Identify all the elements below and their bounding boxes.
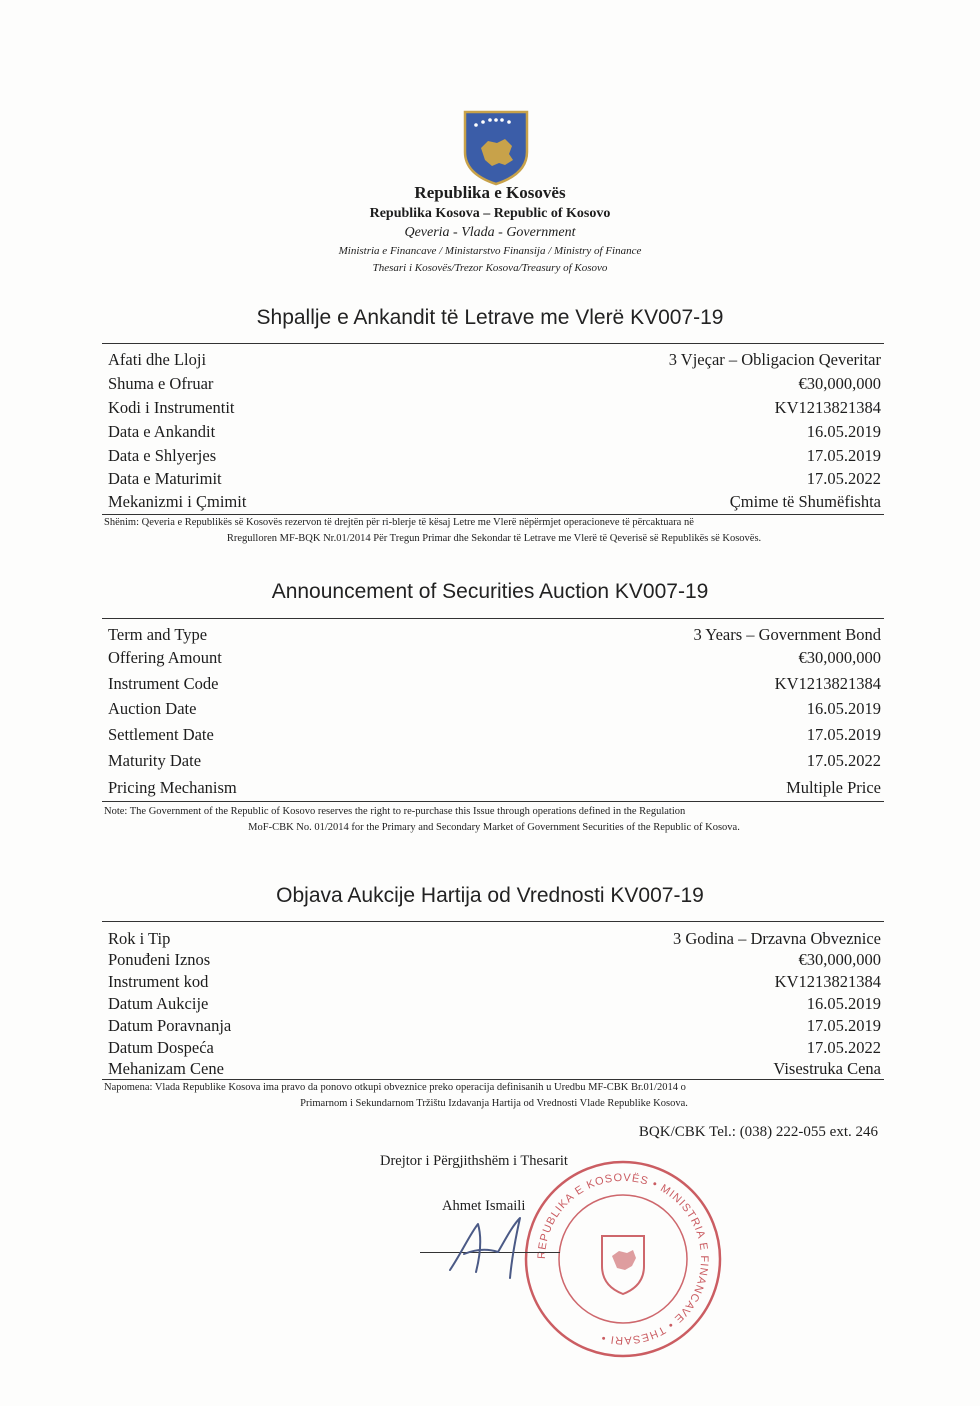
- row-value: KV1213821384: [774, 972, 881, 991]
- table-row: [108, 446, 881, 470]
- section-title-english: Announcement of Securities Auction KV007-19: [271, 580, 709, 603]
- row-label: Instrument kod: [108, 972, 209, 991]
- table-row: [108, 374, 881, 398]
- row-value: KV1213821384: [774, 398, 881, 417]
- note-line: Napomena: Vlada Republike Kosova ima pravo da ponovo otkupi obveznice preko operacija definisanih u Uredbu MF-CBK Br.01/2014 o: [104, 1082, 686, 1093]
- row-value: KV1213821384: [774, 674, 881, 693]
- note-line: Note: The Government of the Republic of Kosovo reserves the right to re-purchase this Issue through operations defined in the Regulation: [104, 806, 686, 817]
- header-government: Qeveria - Vlada - Government: [404, 225, 576, 240]
- signatory-name: Ahmet Ismaili: [442, 1198, 526, 1214]
- row-value: 16.05.2019: [806, 422, 881, 441]
- row-value: €30,000,000: [798, 374, 881, 393]
- row-value: 3 Years – Government Bond: [693, 625, 881, 644]
- table-row: [108, 350, 881, 374]
- section-note-english: [104, 804, 884, 836]
- header-republic: Republika e Kosovës: [414, 183, 566, 202]
- row-label: Afati dhe Lloji: [108, 350, 207, 369]
- handwritten-signature-icon: [440, 1212, 550, 1284]
- row-label: Offering Amount: [108, 648, 222, 667]
- table-row: [108, 422, 881, 446]
- table-row: [108, 994, 881, 1018]
- row-value: 16.05.2019: [806, 699, 881, 718]
- note-line: Rregulloren MF-BQK Nr.01/2014 Për Tregun Primar dhe Sekondar të Letrave me Vlerë të Qeverisë së Republikës së Kosovës.: [226, 533, 762, 544]
- row-value: Çmime të Shumëfishta: [729, 492, 881, 511]
- note-line: MoF-CBK No. 01/2014 for the Primary and Secondary Market of Government Securities of the Republic of Kosova.: [248, 822, 740, 833]
- header-republic-translations: Republika Kosova – Republic of Kosovo: [369, 206, 611, 221]
- note-line: Shënim: Qeveria e Republikës së Kosovës rezervon të drejtën për ri-blerje të kësaj Letre me Vlerë nëpërmjet operacioneve të përcaktuara në: [104, 517, 694, 528]
- row-label: Data e Shlyerjes: [108, 446, 217, 465]
- row-label: Term and Type: [108, 625, 208, 644]
- table-row: [108, 469, 881, 493]
- row-value: €30,000,000: [798, 950, 881, 969]
- table-row: [108, 648, 881, 672]
- signatory-title: Drejtor i Përgjithshëm i Thesarit: [380, 1153, 568, 1169]
- table-row: [108, 398, 881, 422]
- row-value: Multiple Price: [786, 778, 881, 797]
- section-divider: [102, 343, 884, 344]
- kosovo-emblem-icon: [461, 108, 531, 186]
- row-label: Datum Aukcije: [108, 994, 209, 1013]
- row-value: €30,000,000: [798, 648, 881, 667]
- note-line: Primarnom i Sekundarnom Tržištu Izdavanja Hartija od Vrednosti Vlade Republike Kosova.: [300, 1098, 688, 1109]
- section-title-albanian: Shpallje e Ankandit të Letrave me Vlerë KV007-19: [256, 306, 724, 329]
- row-label: Datum Poravnanja: [108, 1016, 232, 1035]
- row-label: Mehanizam Cene: [108, 1059, 224, 1078]
- row-label: Rok i Tip: [108, 929, 171, 948]
- row-label: Settlement Date: [108, 725, 214, 744]
- header-ministry: Ministria e Financave / Ministarstvo Finansija / Ministry of Finance: [338, 245, 642, 257]
- row-value: 17.05.2022: [806, 1038, 881, 1057]
- table-row: [108, 699, 881, 723]
- row-label: Shuma e Ofruar: [108, 374, 214, 393]
- row-value: 17.05.2019: [806, 446, 881, 465]
- table-row: [108, 778, 881, 802]
- row-value: 3 Vjeçar – Obligacion Qeveritar: [668, 350, 881, 369]
- row-value: 16.05.2019: [806, 994, 881, 1013]
- row-label: Mekanizmi i Çmimit: [108, 492, 247, 511]
- row-value: 17.05.2022: [806, 751, 881, 770]
- section-divider: [102, 921, 884, 922]
- section-note-serbian: [104, 1080, 884, 1112]
- row-value: 17.05.2019: [806, 725, 881, 744]
- row-label: Maturity Date: [108, 751, 202, 770]
- official-stamp-icon: [522, 1158, 724, 1360]
- row-value: 3 Godina – Drzavna Obveznice: [673, 929, 881, 948]
- row-label: Data e Maturimit: [108, 469, 222, 488]
- row-label: Data e Ankandit: [108, 422, 216, 441]
- row-label: Ponuđeni Iznos: [108, 950, 211, 969]
- section-title-serbian: Objava Aukcije Hartija od Vrednosti KV007-19: [276, 884, 704, 907]
- row-value: Visestruka Cena: [773, 1059, 881, 1078]
- row-label: Pricing Mechanism: [108, 778, 237, 797]
- row-value: 17.05.2022: [806, 469, 881, 488]
- table-row: [108, 674, 881, 698]
- table-row: [108, 751, 881, 775]
- row-label: Kodi i Instrumentit: [108, 398, 235, 417]
- stamp-text: REPUBLIKA E KOSOVËS • MINISTRIA E FINANCAVE • THESARI •: [535, 1171, 711, 1347]
- table-row: [108, 725, 881, 749]
- table-row: [108, 1016, 881, 1040]
- row-value: 17.05.2019: [806, 1016, 881, 1035]
- table-row: [108, 492, 881, 516]
- table-row: [108, 625, 881, 649]
- row-label: Instrument Code: [108, 674, 219, 693]
- header-treasury: Thesari i Kosovës/Trezor Kosova/Treasury of Kosovo: [372, 262, 608, 274]
- contact-phone: BQK/CBK Tel.: (038) 222-055 ext. 246: [638, 1124, 878, 1140]
- section-note-albanian: [104, 515, 884, 547]
- section-divider: [102, 618, 884, 619]
- row-label: Auction Date: [108, 699, 197, 718]
- table-row: [108, 950, 881, 974]
- table-row: [108, 972, 881, 996]
- row-label: Datum Dospeća: [108, 1038, 214, 1057]
- section-divider: [102, 801, 884, 802]
